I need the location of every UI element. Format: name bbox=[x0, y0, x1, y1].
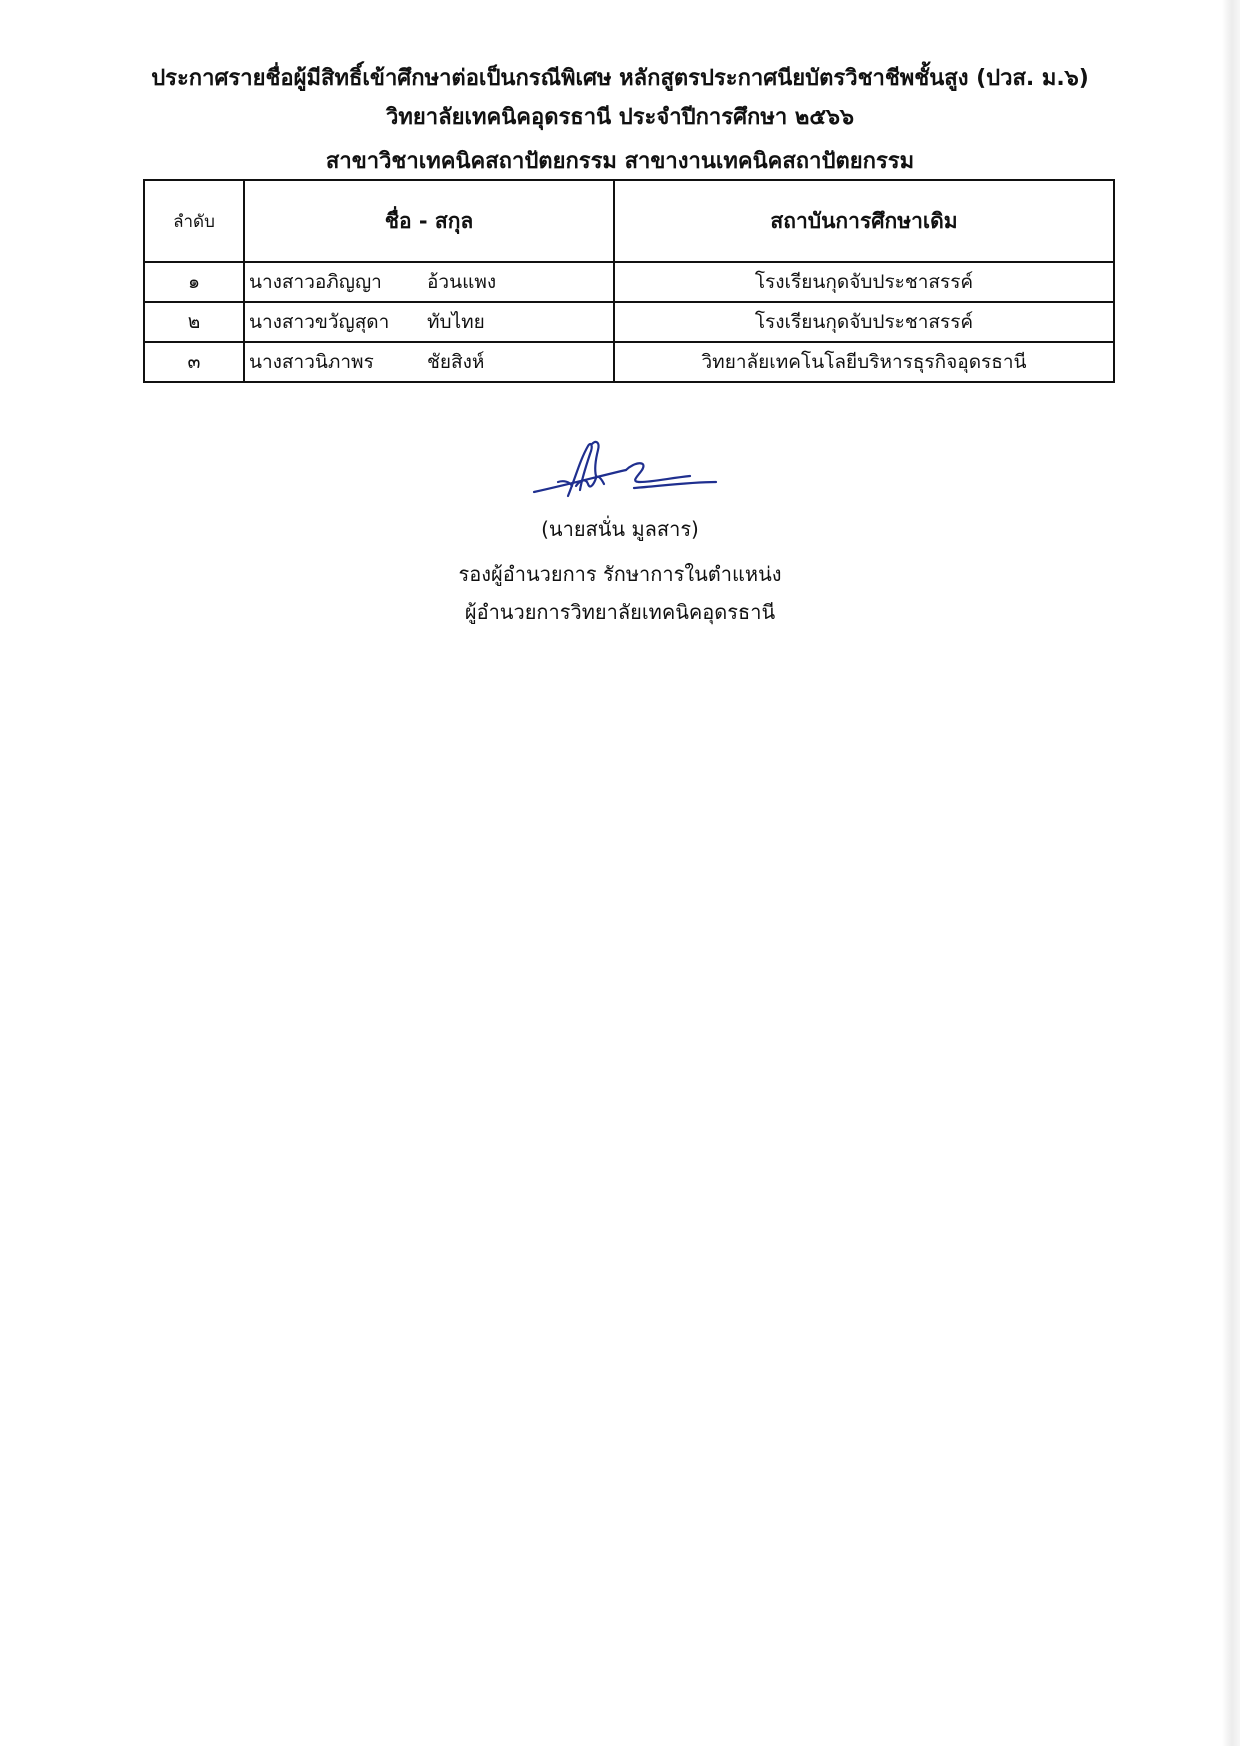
row-number: ๓ bbox=[144, 342, 244, 382]
student-first-name: นางสาวอภิญญา bbox=[249, 271, 382, 293]
header-name: ชื่อ - สกุล bbox=[244, 180, 614, 262]
row-number: ๑ bbox=[144, 262, 244, 302]
student-first-name: นางสาวนิภาพร bbox=[249, 351, 374, 373]
student-last-name: ทับไทย bbox=[427, 311, 485, 333]
table-row bbox=[144, 342, 1114, 382]
student-name-cell bbox=[244, 302, 614, 342]
previous-school: วิทยาลัยเทคโนโลยีบริหารธุรกิจอุดรธานี bbox=[614, 342, 1114, 382]
signatory-acting-title: ผู้อำนวยการวิทยาลัยเทคนิคอุดรธานี bbox=[464, 600, 776, 624]
table-header-row bbox=[144, 180, 1114, 262]
table-row bbox=[144, 302, 1114, 342]
student-name-cell bbox=[244, 262, 614, 302]
student-first-name: นางสาวขวัญสุดา bbox=[249, 311, 390, 333]
table-row bbox=[144, 262, 1114, 302]
previous-school: โรงเรียนกุดจับประชาสรรค์ bbox=[614, 302, 1114, 342]
student-last-name: ชัยสิงห์ bbox=[427, 351, 485, 373]
college-academic-year: วิทยาลัยเทคนิคอุดรธานี ประจำปีการศึกษา ๒๕๖๖ bbox=[386, 105, 854, 130]
signatory-name: (นายสนั่น มูลสาร) bbox=[541, 517, 699, 541]
header-no: ลำดับ bbox=[144, 180, 244, 262]
student-last-name: อ้วนแพง bbox=[427, 271, 497, 293]
eligible-students-table bbox=[143, 179, 1115, 383]
department-program: สาขาวิชาเทคนิคสถาปัตยกรรม สาขางานเทคนิคสถาปัตยกรรม bbox=[325, 149, 915, 174]
handwritten-signature bbox=[530, 436, 720, 508]
previous-school: โรงเรียนกุดจับประชาสรรค์ bbox=[614, 262, 1114, 302]
row-number: ๒ bbox=[144, 302, 244, 342]
announcement-title: ประกาศรายชื่อผู้มีสิทธิ์เข้าศึกษาต่อเป็นกรณีพิเศษ หลักสูตรประกาศนียบัตรวิชาชีพชั้นสูง (ปวส. ม.๖) bbox=[151, 66, 1089, 91]
page-edge-shadow bbox=[1222, 0, 1240, 1746]
signatory-position: รองผู้อำนวยการ รักษาการในตำแหน่ง bbox=[458, 562, 782, 586]
student-name-cell bbox=[244, 342, 614, 382]
header-school: สถาบันการศึกษาเดิม bbox=[614, 180, 1114, 262]
